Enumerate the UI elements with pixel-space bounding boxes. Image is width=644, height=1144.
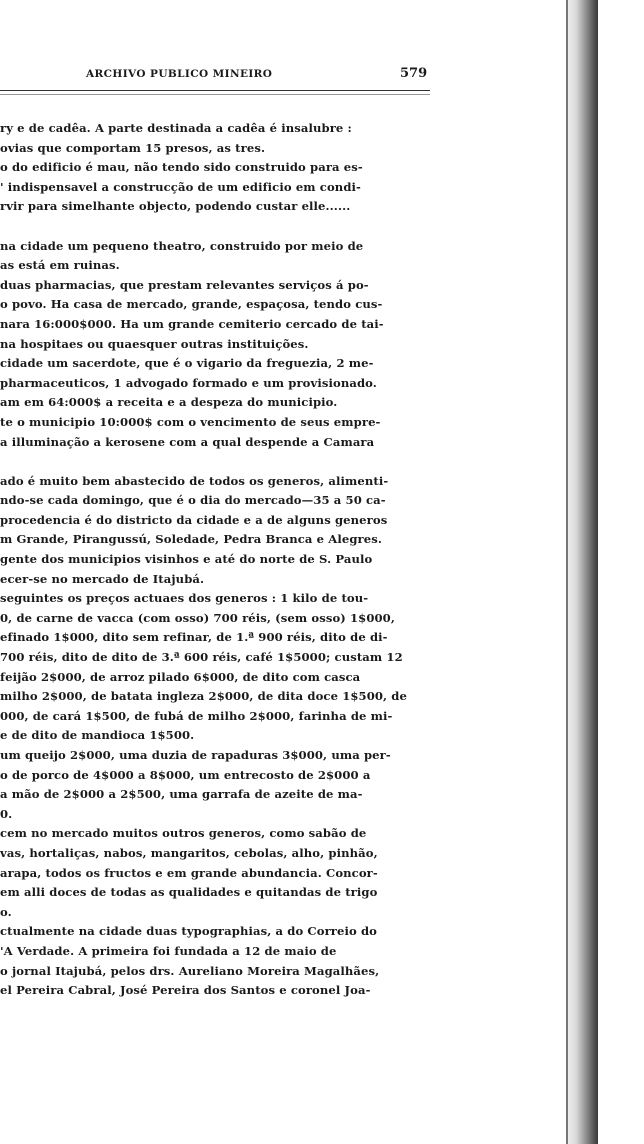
text-line: ecer-se no mercado de Itajubá. (0, 571, 205, 586)
text-line: rvir para simelhante objecto, podendo custar elle...... (0, 199, 351, 214)
text-line: na hospitaes ou quaesquer outras instituições. (0, 336, 309, 351)
text-line: a mão de 2$000 a 2$500, uma garrafa de azeite de ma- (0, 787, 363, 802)
text-line: o povo. Ha casa de mercado, grande, espaçosa, tendo cus- (0, 297, 383, 312)
header-rule-thin (0, 94, 430, 95)
text-line: em alli doces de todas as qualidades e quitandas de trigo (0, 885, 378, 900)
text-line: um queijo 2$000, uma duzia de rapaduras 3$000, uma per- (0, 748, 391, 762)
header-title: ARCHIVO PUBLICO MINEIRO (86, 68, 273, 80)
text-line: feijão 2$000, de arroz pilado 6$000, de dito com casca (0, 669, 361, 684)
text-line: 000, de cará 1$500, de fubá de milho 2$000, farinha de mi- (0, 708, 393, 723)
text-line: ry e de cadêa. A parte destinada a cadêa é insalubre : (0, 121, 352, 135)
text-line: el Pereira Cabral, José Pereira dos Santos e coronel Joa- (0, 983, 371, 998)
text-line: e de dito de mandioca 1$500. (0, 728, 195, 743)
text-line (0, 452, 440, 472)
text-line: cidade um sacerdote, que é o vigario da freguezia, 2 me- (0, 356, 374, 371)
book-gutter-line (566, 0, 568, 1144)
text-line: ado é muito bem abastecido de todos os generos, alimenti- (0, 473, 389, 488)
text-line: milho 2$000, de batata ingleza 2$000, de dita doce 1$500, de (0, 689, 407, 704)
text-line: seguintes os preços actuaes dos generos : 1 kilo de tou- (0, 591, 369, 606)
text-line: a illuminação a kerosene com a qual despende a Camara (0, 434, 375, 449)
text-line: m Grande, Pirangussú, Soledade, Pedra Branca e Alegres. (0, 532, 382, 547)
body-text (0, 119, 440, 1001)
text-line: ovias que comportam 15 presos, as tres. (0, 140, 266, 155)
text-line: ctualmente na cidade duas typographias, a do Correio do (0, 924, 377, 939)
text-line: pharmaceuticos, 1 advogado formado e um provisionado. (0, 375, 377, 390)
page-edge (598, 0, 644, 1144)
text-line: ' indispensavel a construcção de um edificio em condi- (0, 179, 361, 194)
text-line: gente dos municipios visinhos e até do norte de S. Paulo (0, 552, 373, 567)
text-line: duas pharmacias, que prestam relevantes serviços á po- (0, 277, 369, 292)
text-line: vas, hortaliças, nabos, mangaritos, cebolas, alho, pinhão, (0, 845, 378, 860)
text-line: am em 64:000$ a receita e a despeza do municipio. (0, 395, 338, 410)
text-line: as está em ruinas. (0, 258, 120, 273)
text-line: o jornal Itajubá, pelos drs. Aureliano Moreira Magalhães, (0, 963, 380, 978)
text-line: 'A Verdade. A primeira foi fundada a 12 de maio de (0, 943, 337, 958)
running-header (0, 66, 428, 88)
text-line: 700 réis, dito de dito de 3.ª 600 réis, café 1$5000; custam 12 (0, 650, 403, 665)
text-line: te o municipio 10:000$ com o vencimento de seus empre- (0, 414, 381, 429)
text-line: cem no mercado muitos outros generos, como sabão de (0, 826, 367, 841)
text-line: o de porco de 4$000 a 8$000, um entrecosto de 2$000 a (0, 767, 371, 782)
text-line: 0, de carne de vacca (com osso) 700 réis, (sem osso) 1$000, (0, 610, 395, 625)
page-number: 579 (400, 66, 428, 81)
text-line: efinado 1$000, dito sem refinar, de 1.ª 900 réis, dito de di- (0, 630, 388, 645)
text-line: 0. (0, 806, 13, 821)
text-line: ndo-se cada domingo, que é o dia do mercado—35 a 50 ca- (0, 493, 386, 508)
text-line: nara 16:000$000. Ha um grande cemiterio cercado de tai- (0, 316, 384, 331)
text-line: o do edificio é mau, não tendo sido construido para es- (0, 160, 363, 175)
text-line: o. (0, 904, 12, 919)
text-line: na cidade um pequeno theatro, construido por meio de (0, 238, 364, 253)
header-rule (0, 90, 430, 91)
text-line: procedencia é do districto da cidade e a de alguns generos (0, 512, 388, 527)
text-line (0, 217, 440, 237)
book-spine-shadow (566, 0, 600, 1144)
text-line: arapa, todos os fructos e em grande abundancia. Concor- (0, 865, 378, 880)
